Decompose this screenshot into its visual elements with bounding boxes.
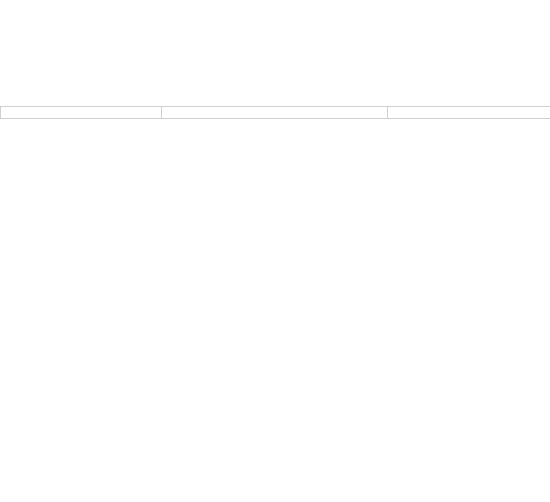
- header-specifications: [162, 107, 388, 119]
- header-row: [1, 107, 550, 119]
- header-dimension: [388, 107, 550, 119]
- spec-table: [0, 106, 550, 119]
- header-picture: [1, 107, 162, 119]
